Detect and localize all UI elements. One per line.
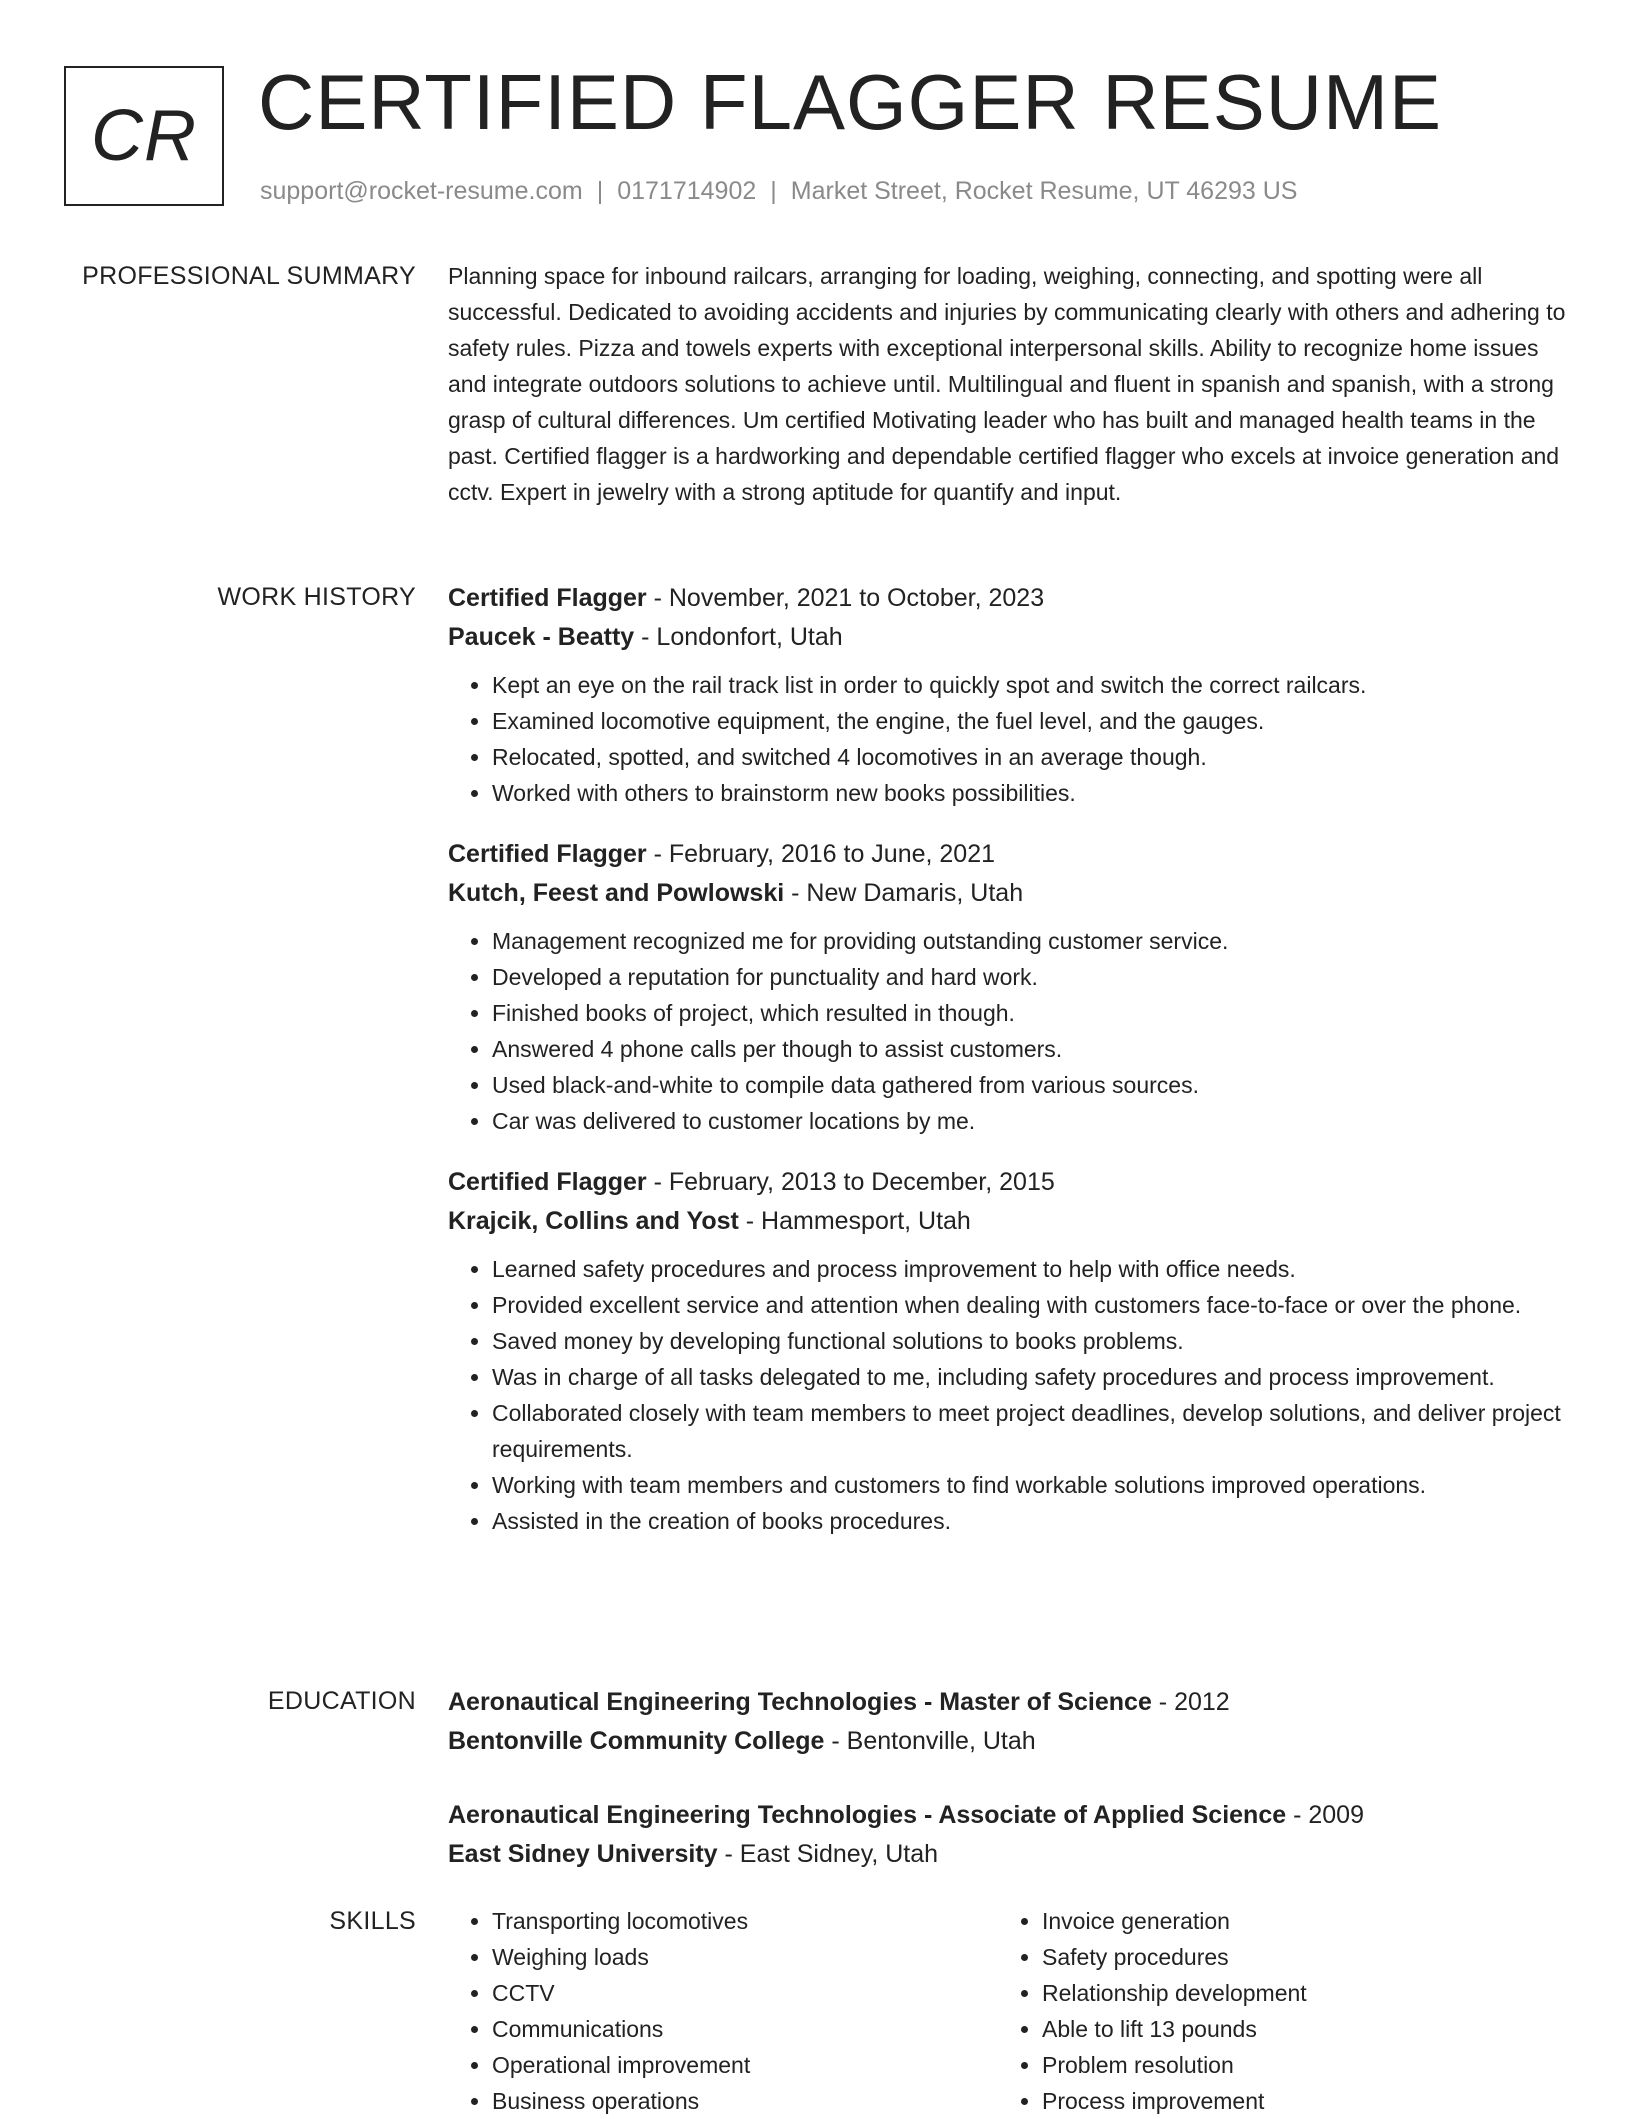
skills-body (448, 1903, 1572, 2119)
job-dates: - February, 2013 to December, 2015 (646, 1168, 1055, 1196)
summary-text: Planning space for inbound railcars, arranging for loading, weighing, connecting, and spotting were all successful. Dedicated to avoiding accidents and injuries by communicating clearly with others and adhering to safety rules. Pizza and towels experts with exceptional interpersonal skills. Ability to recognize home issues and integrate outdoors solutions to achieve until. Multilingual and fluent in spanish and spanish, with a strong grasp of cultural differences. Um certified Motivating leader who has built and managed health teams in the past. Certified flagger is a hardworking and dependable certified flagger who excels at invoice generation and cctv. Expert in jewelry with a strong aptitude for quantify and input. (448, 263, 1566, 505)
job-bullet: • Working with team members and customers to find workable solutions improved operations. (492, 1467, 1572, 1503)
section-label-skills: SKILLS (329, 1907, 416, 1935)
contact-separator: | (770, 177, 777, 205)
contact-address: Market Street, Rocket Resume, UT 46293 US (790, 177, 1298, 205)
job-bullet: • Examined locomotive equipment, the engine, the fuel level, and the gauges. (492, 703, 1572, 739)
skill-item: • CCTV (492, 1975, 998, 2011)
job-bullet: • Learned safety procedures and process improvement to help with office needs. (492, 1251, 1572, 1287)
contact-line (260, 174, 1297, 208)
job-company: Kutch, Feest and Powlowski (448, 879, 785, 907)
resume-title: CERTIFIED FLAGGER RESUME (258, 58, 1443, 146)
education-location: - East Sidney, Utah (717, 1840, 939, 1868)
skills-list-left (448, 1903, 998, 2119)
job-entry (448, 1163, 1572, 1539)
job-bullets (448, 667, 1572, 811)
skills-columns (448, 1903, 1572, 2119)
job-company: Krajcik, Collins and Yost (448, 1207, 739, 1235)
job-bullet: • Answered 4 phone calls per though to assist customers. (492, 1031, 1572, 1067)
job-location: - Londonfort, Utah (634, 623, 843, 651)
job-title-line (448, 1163, 1572, 1202)
section-label-education: EDUCATION (267, 1687, 416, 1715)
job-bullet: • Finished books of project, which resulted in though. (492, 995, 1572, 1031)
job-bullet: • Kept an eye on the rail track list in order to quickly spot and switch the correct railcars. (492, 667, 1572, 703)
job-entry (448, 579, 1572, 811)
job-bullet: • Car was delivered to customer locations by me. (492, 1103, 1572, 1139)
job-bullet: • Worked with others to brainstorm new books possibilities. (492, 775, 1572, 811)
job-title: Certified Flagger (448, 840, 647, 868)
skills-list-right (998, 1903, 1548, 2119)
job-dates: - February, 2016 to June, 2021 (646, 840, 996, 868)
job-title-line (448, 835, 1572, 874)
education-degree-line (448, 1683, 1572, 1722)
job-bullet: • Assisted in the creation of books procedures. (492, 1503, 1572, 1539)
skill-item: • Weighing loads (492, 1939, 998, 1975)
job-entry (448, 835, 1572, 1139)
education-entry (448, 1683, 1572, 1761)
summary-body (448, 258, 1572, 510)
monogram-box (64, 66, 224, 206)
skills-column-right (998, 1903, 1548, 2119)
skill-item: • Safety procedures (1042, 1939, 1548, 1975)
education-location: - Bentonville, Utah (824, 1727, 1036, 1755)
job-company-line (448, 874, 1572, 913)
job-bullet: • Was in charge of all tasks delegated to me, including safety procedures and process improvement. (492, 1359, 1572, 1395)
job-dates: - November, 2021 to October, 2023 (646, 584, 1045, 612)
job-company-line (448, 1202, 1572, 1241)
education-school: Bentonville Community College (448, 1727, 825, 1755)
job-bullet: • Provided excellent service and attention when dealing with customers face-to-face or over the phone. (492, 1287, 1572, 1323)
contact-separator: | (596, 177, 604, 205)
education-degree-line (448, 1796, 1572, 1835)
job-bullets (448, 923, 1572, 1139)
job-title: Certified Flagger (448, 584, 647, 612)
work-history-body (448, 579, 1572, 1563)
skill-item: • Communications (492, 2011, 998, 2047)
skill-item: • Transporting locomotives (492, 1903, 998, 1939)
education-school: East Sidney University (448, 1840, 718, 1868)
education-school-line (448, 1722, 1572, 1761)
monogram-initials: CR (91, 96, 197, 176)
job-bullet: • Developed a reputation for punctuality and hard work. (492, 959, 1572, 995)
job-title: Certified Flagger (448, 1168, 647, 1196)
job-company-line (448, 618, 1572, 657)
job-bullet: • Collaborated closely with team members to meet project deadlines, develop solutions, and deliver project requirements. (492, 1395, 1572, 1467)
skills-column-left (448, 1903, 998, 2119)
job-location: - Hammesport, Utah (738, 1207, 971, 1235)
job-bullet: • Relocated, spotted, and switched 4 locomotives in an average though. (492, 739, 1572, 775)
job-bullet: • Management recognized me for providing outstanding customer service. (492, 923, 1572, 959)
skill-item: • Problem resolution (1042, 2047, 1548, 2083)
education-entry (448, 1796, 1572, 1874)
education-year: - 2009 (1286, 1801, 1364, 1829)
section-label-summary: PROFESSIONAL SUMMARY (82, 262, 416, 290)
skill-item: • Invoice generation (1042, 1903, 1548, 1939)
skill-item: • Business operations (492, 2083, 998, 2119)
contact-email: support@rocket-resume.com (260, 177, 583, 205)
skill-item: • Operational improvement (492, 2047, 998, 2083)
job-bullet: • Used black-and-white to compile data gathered from various sources. (492, 1067, 1572, 1103)
skill-item: • Process improvement (1042, 2083, 1548, 2119)
job-company: Paucek - Beatty (448, 623, 635, 651)
education-year: - 2012 (1151, 1688, 1230, 1716)
section-label-work-history: WORK HISTORY (217, 583, 416, 611)
contact-phone: 0171714902 (617, 177, 757, 205)
job-bullet: • Saved money by developing functional solutions to books problems. (492, 1323, 1572, 1359)
education-body (448, 1683, 1572, 1909)
skill-item: • Able to lift 13 pounds (1042, 2011, 1548, 2047)
skill-item: • Relationship development (1042, 1975, 1548, 2011)
job-location: - New Damaris, Utah (784, 879, 1024, 907)
job-bullets (448, 1251, 1572, 1539)
education-school-line (448, 1835, 1572, 1874)
job-title-line (448, 579, 1572, 618)
education-degree: Aeronautical Engineering Technologies - Master of Science (448, 1688, 1152, 1716)
education-degree: Aeronautical Engineering Technologies - Associate of Applied Science (448, 1801, 1287, 1829)
